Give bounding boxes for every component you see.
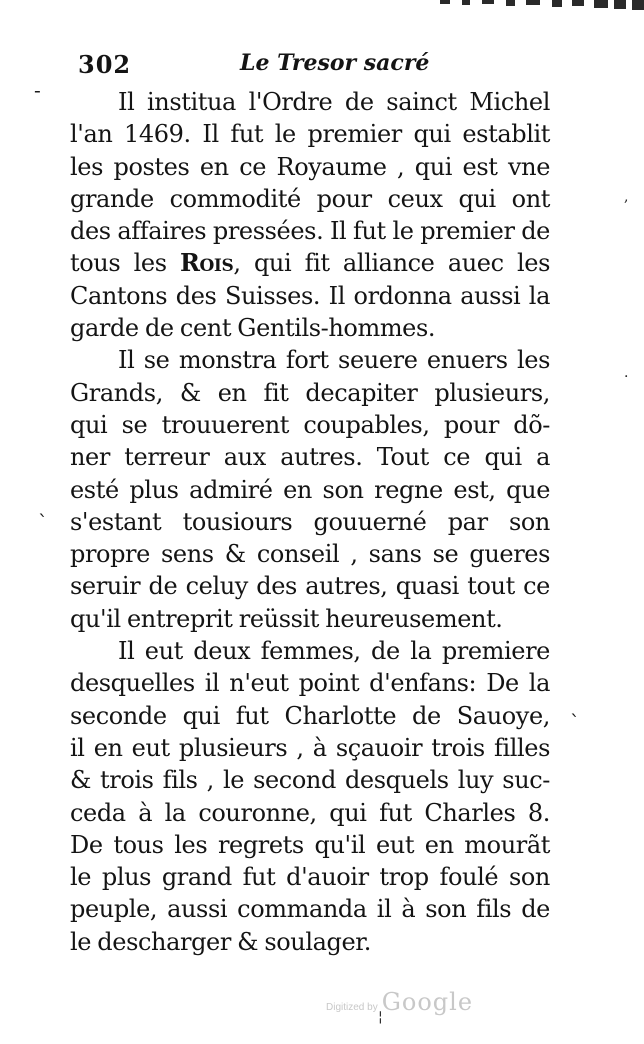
text-line: Cantons des Suisses. Il ordonna aussi la: [70, 281, 550, 310]
margin-speck: `: [570, 710, 580, 734]
text-line: & trois fils , le second desquels luy suc-: [70, 766, 550, 795]
page-number: 302: [78, 50, 132, 79]
text-line: s'estant tousiours gouuerné par son: [70, 507, 550, 536]
text-line: qu'il entreprit reüssit heureusement.: [70, 604, 503, 633]
book-page: [70, 46, 550, 958]
text-line: tous les Rois, qui fit alliance auec les: [70, 248, 550, 278]
paragraph: [70, 635, 550, 958]
margin-speck: `: [38, 510, 48, 534]
running-title: Le Tresor sacré: [240, 50, 430, 76]
text-line: propre sens & conseil , sans se gueres: [70, 540, 550, 569]
text-line: il en eut plusieurs , à sçauoir trois filles: [70, 733, 550, 762]
text-line: garde de cent Gentils-hommes.: [70, 314, 436, 343]
margin-speck: ,: [624, 189, 629, 205]
text-line: le plus grand fut d'auoir trop foulé son: [70, 863, 550, 892]
text-line: ceda à la couronne, qui fut Charles 8.: [70, 798, 550, 827]
text-line: Il eut deux femmes, de la premiere: [118, 637, 550, 666]
text-line: les postes en ce Royaume , qui est vne: [70, 152, 550, 181]
small-caps-word: Rois: [179, 248, 234, 278]
margin-speck: ‑: [34, 78, 41, 102]
text-line: seconde qui fut Charlotte de Sauoye,: [70, 701, 550, 730]
margin-speck: ·: [624, 369, 629, 385]
text-line: le descharger & soulager.: [70, 927, 371, 956]
text-line: De tous les regrets qu'il eut en mourãt: [70, 830, 550, 859]
text-line: esté plus admiré en son regne est, que: [70, 475, 550, 504]
text-line: ner terreur aux autres. Tout ce qui a: [70, 443, 550, 472]
page-header: [70, 46, 550, 86]
paragraph: [70, 86, 550, 344]
text-line: des affaires pressées. Il fut le premier de: [70, 217, 550, 246]
google-logo: Google: [381, 988, 474, 1016]
page-top-edge: [0, 0, 644, 18]
text-line: seruir de celuy des autres, quasi tout ce: [70, 572, 550, 601]
margin-speck: ¦: [378, 1009, 383, 1025]
text-line: l'an 1469. Il fut le premier qui establit: [70, 120, 550, 149]
text-line: desquelles il n'eut point d'enfans: De la: [70, 669, 550, 698]
paragraph: [70, 344, 550, 635]
digitized-watermark: [326, 988, 473, 1016]
text-line: Il se monstra fort seuere enuers les: [118, 346, 550, 375]
text-line: qui se trouuerent coupables, pour dõ-: [70, 410, 550, 439]
text-line: peuple, aussi commanda il à son fils de: [70, 895, 550, 924]
text-line: Grands, & en fit decapiter plusieurs,: [70, 378, 550, 407]
text-line: Il institua l'Ordre de sainct Michel: [118, 88, 550, 116]
text-line: grande commodité pour ceux qui ont: [70, 184, 550, 213]
watermark-prefix: Digitized by: [326, 1002, 378, 1013]
